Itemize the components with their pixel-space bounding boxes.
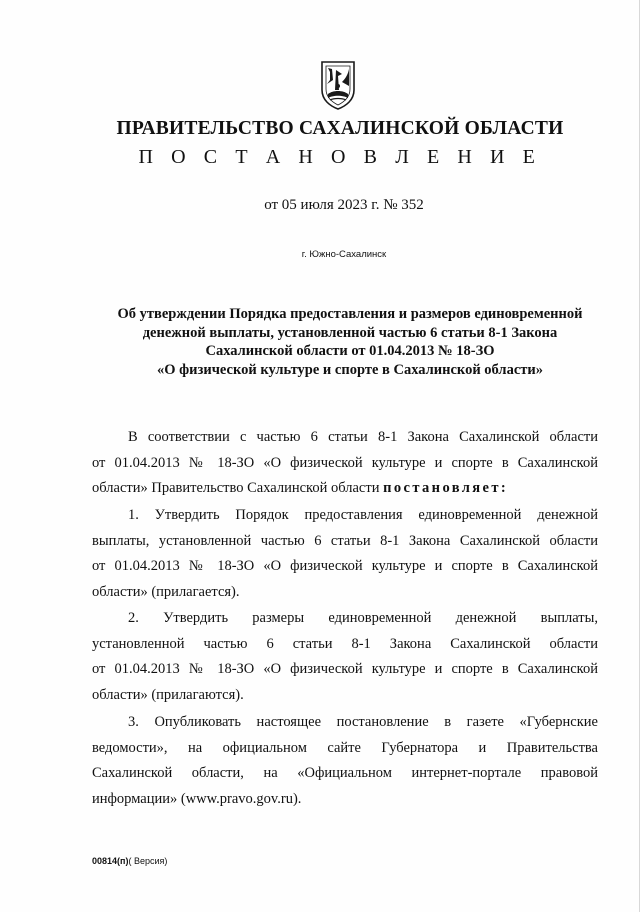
subject-line: Сахалинской области от 01.04.2013 № 18-ЗО — [205, 343, 495, 359]
preamble-line: В соответствии с частью 6 статьи 8-1 Закона Сахалинской области — [128, 429, 598, 445]
resolves-word: постановляет: — [383, 480, 509, 496]
document-date-number: от 05 июля 2023 г. № 352 — [264, 197, 424, 213]
government-title: ПРАВИТЕЛЬСТВО САХАЛИНСКОЙ ОБЛАСТИ — [116, 118, 564, 139]
coat-of-arms-icon — [318, 60, 358, 110]
document-type: П О С Т А Н О В Л Е Н И Е — [138, 146, 542, 168]
item-paragraph-2 — [92, 606, 598, 708]
item-line: 2. Утвердить размеры единовременной денежной выплаты, — [128, 610, 598, 626]
footer-code-number: 00814(п) — [92, 856, 129, 866]
document-subject — [90, 305, 610, 379]
item-line: 3. Опубликовать настоящее постановление в газете «Губернские — [128, 714, 598, 730]
footer-code — [92, 856, 167, 866]
preamble-line-text: области» Правительство Сахалинской области — [92, 480, 380, 496]
item-line: информации» (www.pravo.gov.ru). — [92, 790, 302, 807]
item-line: выплаты, установленной частью 6 статьи 8-1 Закона Сахалинской области — [92, 532, 598, 549]
subject-line: денежной выплаты, установленной частью 6 статьи 8-1 Закона — [142, 324, 558, 341]
item-paragraph-3 — [92, 710, 598, 812]
item-line: ведомости», на официальном сайте Губернатора и Правительства — [92, 739, 598, 756]
item-line: 1. Утвердить Порядок предоставления единовременной денежной — [128, 507, 598, 523]
item-paragraph-1 — [92, 503, 598, 605]
subject-line: «О физической культуре и спорте в Сахалинской области» — [157, 361, 543, 378]
item-line: области» (прилагается). — [92, 583, 240, 600]
item-line: от 01.04.2013 № 18-ЗО «О физической культуре и спорте в Сахалинской — [92, 558, 598, 574]
preamble-line-last — [92, 476, 598, 502]
preamble-line: от 01.04.2013 № 18-ЗО «О физической культуре и спорте в Сахалинской — [92, 454, 598, 471]
item-line: установленной частью 6 статьи 8-1 Закона Сахалинской области — [92, 635, 598, 652]
document-city: г. Южно-Сахалинск — [301, 249, 387, 260]
subject-line: Об утверждении Порядка предоставления и размеров единовременной — [117, 306, 583, 322]
item-line: Сахалинской области, на «Официальном интернет-портале правовой — [92, 765, 598, 781]
footer-version: ( Версия) — [128, 856, 168, 866]
item-line: области» (прилагаются). — [92, 686, 244, 703]
item-line: от 01.04.2013 № 18-ЗО «О физической культуре и спорте в Сахалинской — [92, 661, 598, 677]
preamble-paragraph — [92, 425, 598, 502]
